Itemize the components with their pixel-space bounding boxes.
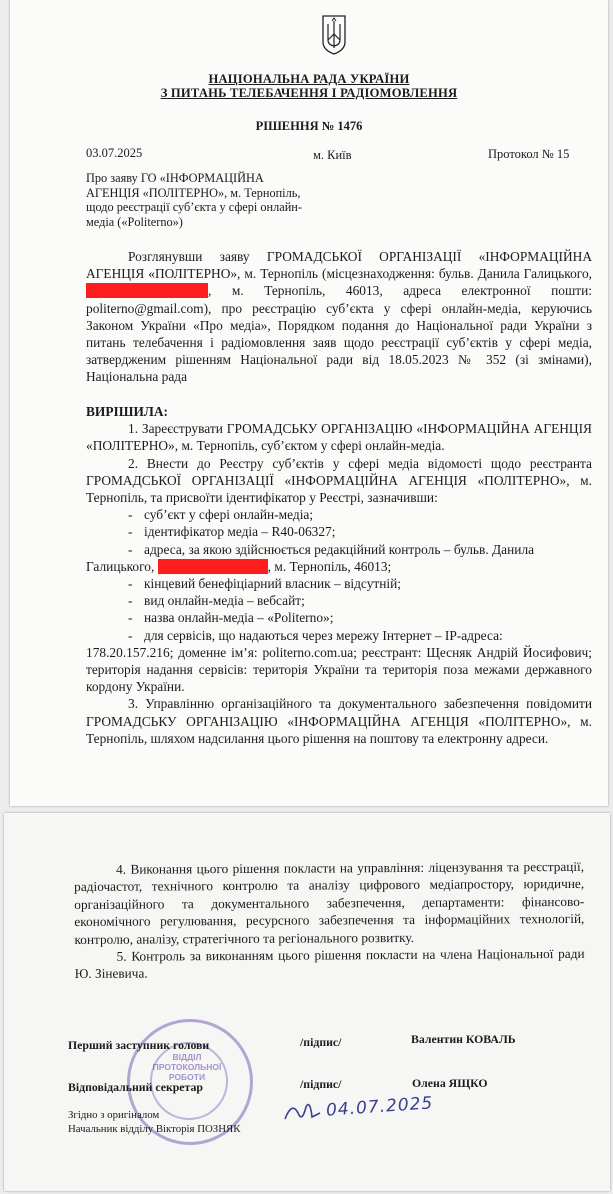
first-deputy-title: Перший заступник голови [68, 1038, 210, 1052]
preamble-part-2: , м. Тернопіль, 46013, адреса електронної пошти: politerno@gmail.com), про реєстрацію суб’єкта у сфері онлайн-медіа, керуючись Законом України «Про медіа», Порядком подання до Національної ради України з питань телебачення і радіомовлення заяв щодо реєстрації суб’єктів у сфері медіа, затвердженим рішенням Національної ради від 18.05.2023 № 352 (зі змінами), Національна рада [86, 283, 592, 385]
resolved-item-2: 2. Внести до Реєстру суб’єктів у сфері медіа відомості щодо реєстранта ГРОМАДСЬКОЇ ОРГАНІЗАЦІЇ «ІНФОРМАЦІЙНА АГЕНЦІЯ «ПОЛІТЕРНО», м. Тернопіль, та присвоїти ідентифікатор у Реєстрі, зазначивши: [86, 455, 592, 506]
document-page-1 [10, 0, 608, 806]
first-deputy-signature: /підпис/ [300, 1035, 342, 1049]
resolved-section-continued [74, 858, 585, 983]
preamble-part-1: Розглянувши заяву ГРОМАДСЬКОЇ ОРГАНІЗАЦІЇ «ІНФОРМАЦІЙНА АГЕНЦІЯ «ПОЛІТЕРНО», м. Тернопіль (місцезнаходження: бульв. Данила Галицького, [86, 249, 592, 282]
secretary-signature: /підпис/ [300, 1077, 342, 1091]
preamble [86, 248, 592, 386]
secretary-title: Відповідальний секретар [68, 1080, 203, 1094]
handwritten-date: 04.07.2025 [325, 1093, 434, 1121]
subject-line-4: медіа («Politerno») [86, 214, 183, 229]
list-item: - адреса, за якою здійснюється редакційний контроль – бульв. Данила [128, 541, 535, 557]
list-item: - кінцевий бенефіціарний власник – відсутній; [128, 576, 402, 592]
resolved-item-4: 4. Виконання цього рішення покласти на управління: ліцензування та реєстрації, радіочастот, технічного контролю та аналізу цифрового медіапростору, юридичне, організаційного та документального забезпечення, департаменти: фінансово-економічного регулювання, ресурсного забезпечення та інформаційних технологій, контролю, аналізу, стратегічного та регіонального розвитку. [74, 858, 585, 947]
list-item: - вид онлайн-медіа – вебсайт; [128, 593, 305, 609]
decision-date: 03.07.2025 [86, 146, 143, 160]
council-line-1: НАЦІОНАЛЬНА РАДА УКРАЇНИ [208, 72, 410, 86]
resolved-section [86, 403, 592, 747]
resolved-heading: ВИРІШИЛА: [86, 404, 168, 419]
document-page-2 [4, 813, 610, 1191]
list-item-continuation: 178.20.157.216; доменне ім’я: politerno.com.ua; реєстрант: Щесняк Андрій Йосифович; територія надання сервісів: територія України та територія поза межами державного кордону України. [86, 644, 592, 695]
official-stamp: ВІДДІЛ ПРОТОКОЛЬНОЇ РОБОТИ [127, 1019, 253, 1145]
decision-city: м. Київ [313, 148, 352, 162]
handwritten-signature-icon [282, 1099, 322, 1129]
subject-line-1: Про заяву ГО «ІНФОРМАЦІЙНА [86, 171, 264, 185]
coat-of-arms-icon [321, 12, 347, 56]
resolved-item-3: 3. Управлінню організаційного та документального забезпечення повідомити ГРОМАДСЬКУ ОРГАНІЗАЦІЮ «ІНФОРМАЦІЙНА АГЕНЦІЯ «ПОЛІТЕРНО», м. Тернопіль, шляхом надсилання цього рішення на поштову та електронну адреси. [86, 696, 592, 746]
decision-title: РІШЕННЯ № 1476 [255, 119, 363, 133]
subject-line-2: АГЕНЦІЯ «ПОЛІТЕРНО», м. Тернопіль, [86, 185, 301, 200]
secretary-name: Олена ЯЩКО [412, 1076, 488, 1090]
first-deputy-name: Валентин КОВАЛЬ [411, 1032, 516, 1046]
subject-line-3: щодо реєстрації суб’єкта у сфері онлайн- [86, 200, 302, 214]
resolved-item-5: 5. Контроль за виконанням цього рішення покласти на члена Національної ради Ю. Зіневича. [74, 945, 585, 982]
decision-subject [86, 171, 326, 229]
list-item-continuation: Галицького, , м. Тернопіль, 46013; [86, 558, 392, 574]
list-item: - суб’єкт у сфері онлайн-медіа; [128, 507, 314, 523]
list-item: - для сервісів, що надаються через мережу Інтернет – IP-адреса: [128, 627, 503, 643]
resolved-item-1: 1. Зареєструвати ГРОМАДСЬКУ ОРГАНІЗАЦІЮ «ІНФОРМАЦІЙНА АГЕНЦІЯ «ПОЛІТЕРНО», м. Тернопіль, суб’єктом у сфері онлайн-медіа. [86, 421, 592, 454]
council-name [10, 72, 608, 100]
council-line-2: З ПИТАНЬ ТЕЛЕБАЧЕННЯ І РАДІОМОВЛЕННЯ [160, 86, 458, 100]
list-item: - ідентифікатор медіа – R40-06327; [128, 524, 336, 540]
protocol-number: Протокол № 15 [488, 147, 570, 161]
redacted-block [86, 283, 208, 298]
head-of-department-note: Начальник відділу Вікторія ПОЗНЯК [68, 1123, 241, 1135]
copy-note: Згідно з оригіналом [68, 1109, 160, 1121]
list-item: - назва онлайн-медіа – «Politerno»; [128, 610, 334, 626]
redacted-block [158, 559, 268, 574]
